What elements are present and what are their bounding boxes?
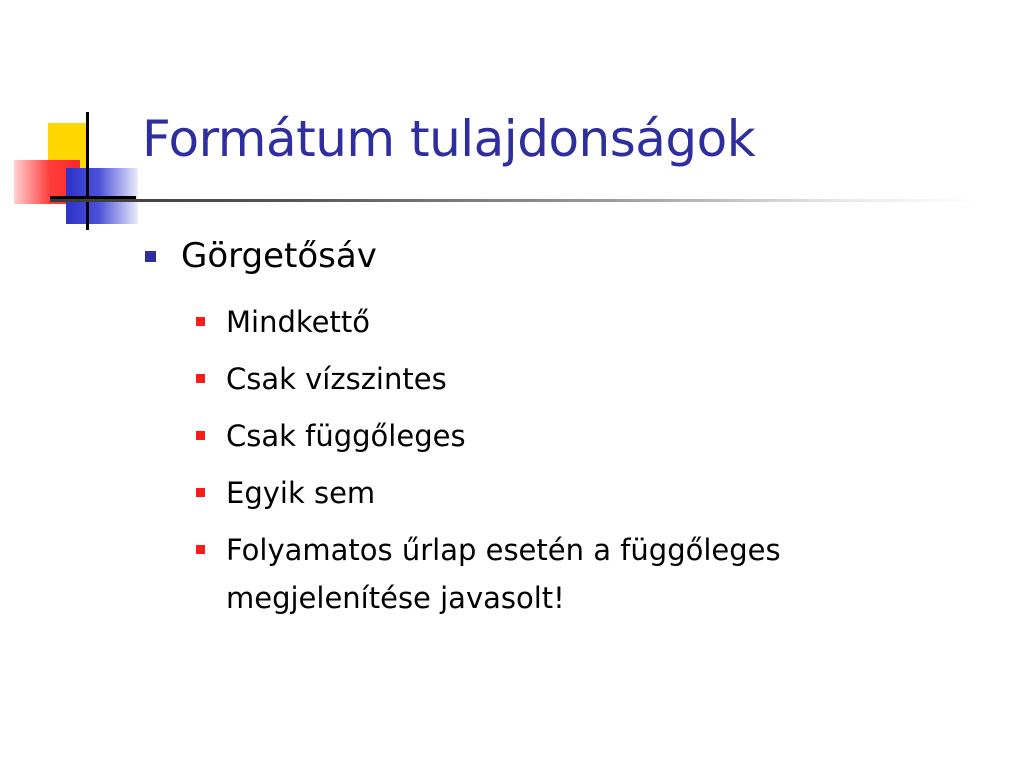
bullet-item [145, 236, 377, 276]
square-bullet-icon [196, 488, 205, 497]
bullet-text: Görgetősáv [181, 236, 377, 276]
sub-bullet-item [196, 355, 906, 412]
sub-bullet-text: Csak függőleges [226, 419, 466, 453]
square-bullet-icon [196, 431, 205, 440]
sub-bullet-item [196, 298, 906, 355]
sub-bullet-list [196, 298, 906, 622]
sub-bullet-text: Csak vízszintes [226, 362, 447, 396]
sub-bullet-text: Mindkettő [226, 305, 370, 339]
square-bullet-icon [196, 374, 205, 383]
sub-bullet-text: Folyamatos űrlap esetén a függőleges megjelenítése javasolt! [226, 533, 781, 615]
square-bullet-icon [196, 545, 205, 554]
sub-bullet-item [196, 469, 906, 526]
square-bullet-icon [145, 251, 156, 262]
sub-bullet-item [196, 526, 906, 622]
sub-bullet-item [196, 412, 906, 469]
sub-bullet-text: Egyik sem [226, 476, 376, 510]
slide-title: Formátum tulajdonságok [142, 110, 756, 168]
square-bullet-icon [196, 317, 205, 326]
